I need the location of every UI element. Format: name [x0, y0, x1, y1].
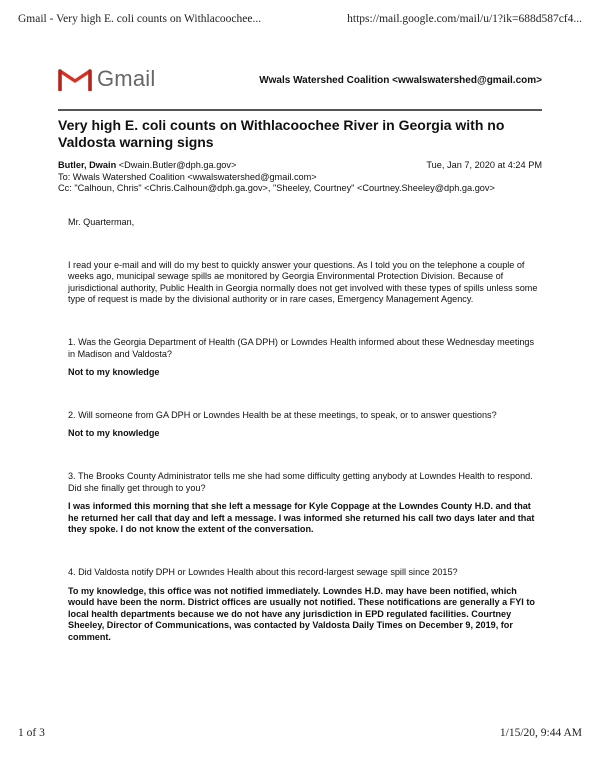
answer-1: Not to my knowledge	[68, 367, 160, 378]
print-datetime: 1/15/20, 9:44 AM	[499, 727, 582, 739]
print-header	[18, 13, 582, 25]
from-row	[58, 160, 542, 172]
sender-name: Butler, Dwain	[58, 160, 117, 170]
question-1: 1. Was the Georgia Department of Health (GA DPH) or Lowndes Health informed about these Wednesday meetings in Madison and Valdosta?	[68, 336, 535, 359]
page-count: 1 of 3	[18, 727, 45, 739]
print-header-url: https://mail.google.com/mail/u/1?ik=688d587cf4...	[347, 13, 582, 25]
sender-email: <Dwain.Butler@dph.ga.gov>	[118, 160, 237, 170]
email-body	[68, 217, 538, 643]
email-subject: Very high E. coli counts on Withlacoochee River in Georgia with no Valdosta warning signs	[58, 117, 505, 150]
sender	[58, 160, 236, 172]
print-header-title: Gmail - Very high E. coli counts on Withlacoochee...	[18, 13, 262, 25]
gmail-logo-text: Gmail	[97, 66, 156, 91]
greeting: Mr. Quarterman,	[68, 217, 135, 227]
answer-3: I was informed this morning that she left a message for Kyle Coppage at the Lowndes County H.D. and that he returned her call that day and left a message. I was informed she returned his call two days later and that they spoke. I do not know the extent of the conversation.	[68, 501, 535, 535]
intro-paragraph: I read your e-mail and will do my best to quickly answer your questions. As I told you on the telephone a couple of weeks ago, municipal sewage spills ae monitored by Georgia Environmental Protection Division. Because of jurisdictional authority, Public Health in Georgia normally does not get involved with these types of spills unless some type of request is made by the divisional authority or in rare cases, Emergency Management Agency.	[68, 259, 538, 305]
print-footer	[18, 727, 582, 739]
answer-2: Not to my knowledge	[68, 428, 160, 439]
question-3: 3. The Brooks County Administrator tells me she had some difficulty getting anybody at Lowndes Health to respond. Did she finally get through to you?	[68, 470, 533, 493]
sent-date: Tue, Jan 7, 2020 at 4:24 PM	[426, 160, 542, 170]
gmail-logo	[58, 66, 155, 92]
email-meta	[58, 160, 542, 195]
gmail-m-icon	[58, 67, 92, 91]
cc-line: Cc: "Calhoun, Chris" <Chris.Calhoun@dph.ga.gov>, "Sheeley, Courtney" <Courtney.Sheeley@dph.ga.gov>	[58, 183, 495, 193]
to-line: To: Wwals Watershed Coalition <wwalswatershed@gmail.com>	[58, 171, 317, 182]
question-2: 2. Will someone from GA DPH or Lowndes Health be at these meetings, to speak, or to answer questions?	[68, 409, 497, 420]
question-4: 4. Did Valdosta notify DPH or Lowndes Health about this record-largest sewage spill since 2015?	[68, 566, 458, 577]
header-divider	[58, 109, 542, 111]
answer-4: To my knowledge, this office was not notified immediately. Lowndes H.D. may have been notified, which would have been the norm. District offices are usually not notified. These notifications are generally a FYI to local health departments because we do not have any jurisdiction in EPD regulated facilities. Courtney Sheeley, Director of Communications, was contacted by Valdosta Daily Times on December 9, 2019, for comment.	[68, 585, 535, 642]
account-address: Wwals Watershed Coalition <wwalswatershed@gmail.com>	[259, 75, 542, 86]
